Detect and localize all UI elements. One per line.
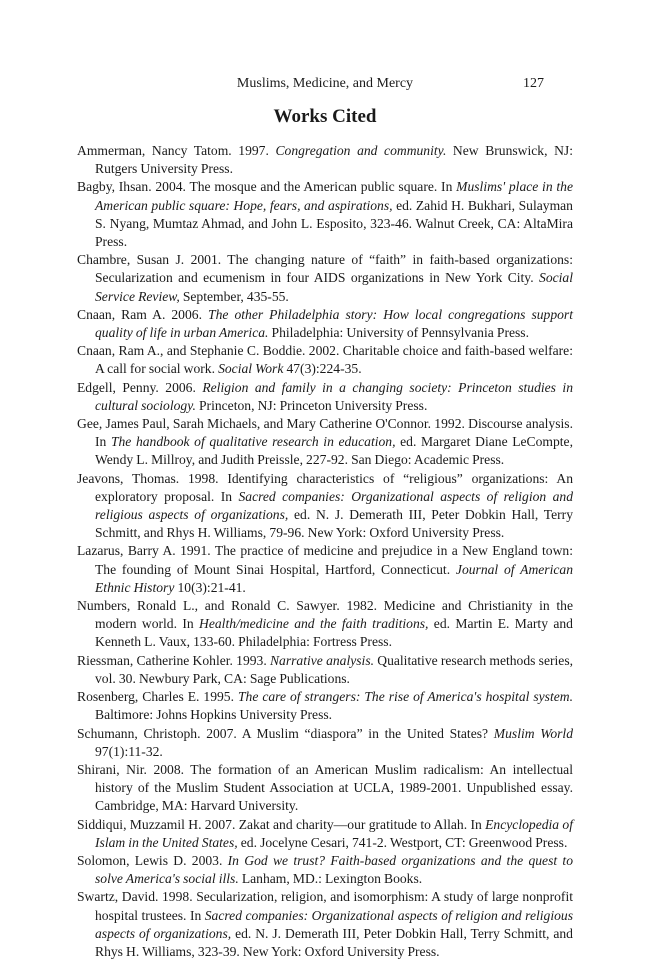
reference-text: ed. Zahid H. Bukhari, Sulayman S. Nyang, Mumtaz Ahmad, and John L. Esposito, 323-46. Walnut Creek, CA: AltaMira Press.	[95, 197, 573, 250]
reference-entry	[77, 470, 573, 543]
reference-text: Swartz, David. 1998. Secularization, religion, and isomorphism: A study of large nonprofit hospital trustees. In	[77, 889, 573, 923]
works-cited-list	[77, 142, 573, 961]
reference-italic-text: In God we trust? Faith-based organizations and the quest to solve America's social ills.	[95, 852, 573, 887]
reference-italic-text: The other Philadelphia story: How local congregations support quality of life in urban America.	[95, 306, 573, 341]
reference-text: Cnaan, Ram A., and Stephanie C. Boddie. 2002. Charitable choice and faith-based welfare: A call for social work.	[77, 343, 573, 377]
reference-text: ed. Margaret Diane LeCompte, Wendy L. Millroy, and Judith Preissle, 227-92. San Diego: Academic Press.	[95, 434, 573, 468]
reference-text: Princeton, NJ: Princeton University Press.	[195, 397, 428, 413]
reference-text: Solomon, Lewis D. 2003.	[77, 852, 228, 868]
reference-text: Jeavons, Thomas. 1998. Identifying characteristics of “religious” organizations: An exploratory proposal. In	[77, 470, 573, 504]
reference-text: ed. N. J. Demerath III, Peter Dobkin Hall, Terry Schmitt, and Rhys H. Williams, 323-39. New York: Oxford University Press.	[95, 925, 573, 959]
page-number: 127	[523, 76, 544, 91]
reference-entry	[77, 142, 573, 178]
reference-text: Bagby, Ihsan. 2004. The mosque and the American public square. In	[77, 179, 457, 195]
reference-italic-text: Muslims' place in the American public square: Hope, fears, and aspirations,	[95, 179, 573, 213]
reference-italic-text: Muslim World	[493, 725, 573, 741]
reference-text: 97(1):11-32.	[95, 743, 163, 759]
reference-entry	[77, 652, 573, 688]
reference-text: September, 435-55.	[179, 288, 289, 304]
reference-entry	[77, 542, 573, 597]
reference-italic-text: Social Service Review,	[95, 270, 573, 304]
reference-text: Philadelphia: University of Pennsylvania Press.	[268, 325, 529, 341]
reference-text: ed. Jocelyne Cesari, 741-2. Westport, CT: Greenwood Press.	[237, 834, 568, 850]
reference-text: Siddiqui, Muzzamil H. 2007. Zakat and charity—our gratitude to Allah. In	[77, 816, 486, 832]
reference-italic-text: Social Work	[218, 361, 284, 377]
reference-entry	[77, 888, 573, 961]
reference-italic-text: Sacred companies: Organizational aspects of religion and religious aspects of organizations,	[95, 907, 573, 941]
reference-entry	[77, 379, 573, 415]
reference-text: Ammerman, Nancy Tatom. 1997.	[77, 143, 276, 158]
reference-italic-text: Religion and family in a changing society: Princeton studies in cultural sociology.	[95, 379, 573, 413]
reference-italic-text: The handbook of qualitative research in education,	[110, 434, 396, 450]
reference-entry	[77, 306, 573, 342]
reference-text: Baltimore: Johns Hopkins University Press.	[95, 707, 333, 723]
reference-text: 47(3):224-35.	[283, 361, 362, 377]
reference-entry	[77, 725, 573, 761]
reference-text: Lazarus, Barry A. 1991. The practice of medicine and prejudice in a New England town: The founding of Mount Sinai Hospital, Hartford, Connecticut.	[77, 543, 573, 577]
reference-text: Cnaan, Ram A. 2006.	[77, 306, 209, 322]
reference-entry	[77, 178, 573, 251]
reference-text: Qualitative research methods series, vol. 30. Newbury Park, CA: Sage Publications.	[95, 652, 574, 686]
reference-entry	[77, 415, 573, 470]
reference-text: ed. N. J. Demerath III, Peter Dobkin Hall, Terry Schmitt, and Rhys H. Williams, 79-96. New York: Oxford University Press.	[95, 507, 573, 541]
reference-text: Shirani, Nir. 2008. The formation of an American Muslim radicalism: An intellectual history of the Muslim Student Association at UCLA, 1989-2001. Unpublished essay. Cambridge, MA: Harvard University.	[77, 761, 573, 814]
reference-text: Rosenberg, Charles E. 1995.	[77, 689, 238, 705]
reference-text: Gee, James Paul, Sarah Michaels, and Mary Catherine O'Connor. 1992. Discourse analysis. In	[77, 416, 573, 450]
reference-italic-text: Congregation and community.	[275, 143, 447, 158]
reference-text: Edgell, Penny. 2006.	[77, 379, 203, 395]
reference-text: Numbers, Ronald L., and Ronald C. Sawyer. 1982. Medicine and Christianity in the modern world. In	[77, 598, 573, 632]
reference-text: New Brunswick, NJ: Rutgers University Press.	[95, 143, 573, 177]
reference-entry	[77, 342, 573, 378]
reference-text: Schumann, Christoph. 2007. A Muslim “diaspora” in the United States?	[77, 725, 494, 741]
reference-entry	[77, 816, 573, 852]
reference-italic-text: The care of strangers: The rise of America's hospital system.	[237, 689, 573, 705]
reference-entry	[77, 688, 573, 724]
reference-entry	[77, 251, 573, 306]
section-title: Works Cited	[273, 106, 377, 127]
reference-italic-text: Health/medicine and the faith traditions,	[199, 616, 429, 632]
reference-text: Lanham, MD.: Lexington Books.	[238, 871, 423, 887]
reference-text: ed. Martin E. Marty and Kenneth L. Vaux, 133-60. Philadelphia: Fortress Press.	[95, 616, 573, 650]
reference-text: 10(3):21-41.	[174, 579, 246, 595]
reference-italic-text: Narrative analysis.	[269, 652, 375, 668]
running-title: Muslims, Medicine, and Mercy	[236, 76, 414, 91]
reference-entry	[77, 852, 573, 888]
reference-text: Riessman, Catherine Kohler. 1993.	[77, 652, 270, 668]
reference-entry	[77, 597, 573, 652]
reference-italic-text: Encyclopedia of Islam in the United States,	[95, 816, 574, 850]
reference-entry	[77, 761, 573, 816]
reference-italic-text: Sacred companies: Organizational aspects of religion and religious aspects of organizations,	[95, 488, 573, 523]
reference-text: Chambre, Susan J. 2001. The changing nature of “faith” in faith-based organizations: Secularization and ecumenism in four AIDS organizations in New York City.	[77, 252, 573, 286]
reference-italic-text: Journal of American Ethnic History	[95, 561, 573, 595]
